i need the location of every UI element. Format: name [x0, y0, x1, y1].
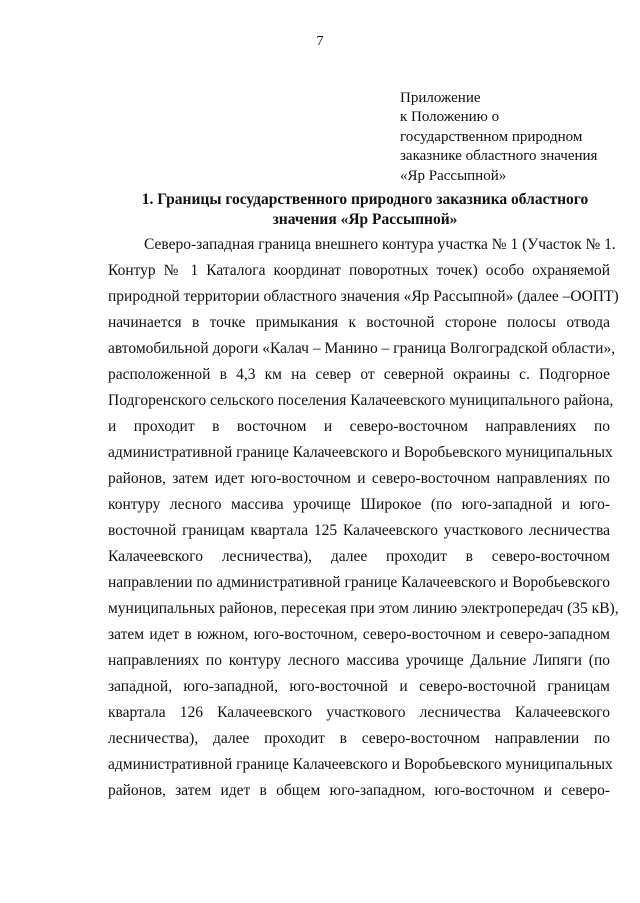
appendix-line: государственном природном [400, 128, 583, 145]
section-heading [100, 190, 630, 230]
appendix-note [400, 89, 620, 186]
body-line: районов, затем идет в общем юго-западном, юго-восточном и северо- [108, 782, 610, 799]
body-line: Северо-западная граница внешнего контура участка № 1 (Участок № 1. [144, 236, 616, 253]
body-line: муниципальных районов, пересекая при этом линию электропередач (35 кВ), [108, 600, 619, 617]
body-line: Контур № 1 Каталога координат поворотных точек) особо охраняемой [108, 262, 610, 279]
heading-line: 1. Границы государственного природного заказника областного [141, 191, 589, 208]
body-line: административной границе Калачеевского и Воробьевского муниципальных [108, 444, 613, 461]
body-line: районов, затем идет юго-восточном и северо-восточном направлениях по [108, 470, 610, 487]
body-line: направлениях по контуру лесного массива урочище Дальние Липяги (по [108, 652, 610, 669]
body-line: природной территории областного значения «Яр Рассыпной» (далее –ООПТ) [108, 288, 619, 305]
body-line: Подгоренского сельского поселения Калачеевского муниципального района, [108, 392, 614, 409]
appendix-line: к Положению о [400, 109, 500, 126]
body-line: контуру лесного массива урочище Широкое (по юго-западной и юго- [108, 496, 610, 513]
appendix-line: Приложение [400, 90, 481, 106]
body-line: затем идет в южном, юго-восточном, северо-восточном и северо-западном [108, 626, 610, 643]
body-line: автомобильной дороги «Калач – Манино – граница Волгоградской области», [108, 340, 616, 357]
body-line: квартала 126 Калачеевского участкового лесничества Калачеевского [108, 704, 610, 721]
body-line: направлении по административной границе Калачеевского и Воробьевского [108, 574, 610, 591]
body-line: лесничества), далее проходит в северо-восточном направлении по [108, 730, 610, 747]
body-line: восточной границам квартала 125 Калачеевского участкового лесничества [108, 522, 610, 539]
heading-line: значения «Яр Рассыпной» [272, 211, 458, 228]
body-line: Калачеевского лесничества), далее проходит в северо-восточном [108, 548, 610, 565]
body-line: расположенной в 4,3 км на север от северной окраины с. Подгорное [108, 366, 610, 383]
body-line: западной, юго-западной, юго-восточной и северо-восточной границам [108, 678, 610, 695]
body-line: начинается в точке примыкания к восточной стороне полосы отвода [108, 314, 610, 331]
appendix-line: заказнике областного значения [400, 148, 598, 165]
body-line: и проходит в восточном и северо-восточном направлениях по [108, 418, 610, 435]
body-line: административной границе Калачеевского и Воробьевского муниципальных [108, 756, 613, 773]
appendix-line: «Яр Рассыпной» [400, 167, 507, 184]
body-paragraph [108, 232, 619, 804]
page-number: 7 [316, 34, 324, 49]
